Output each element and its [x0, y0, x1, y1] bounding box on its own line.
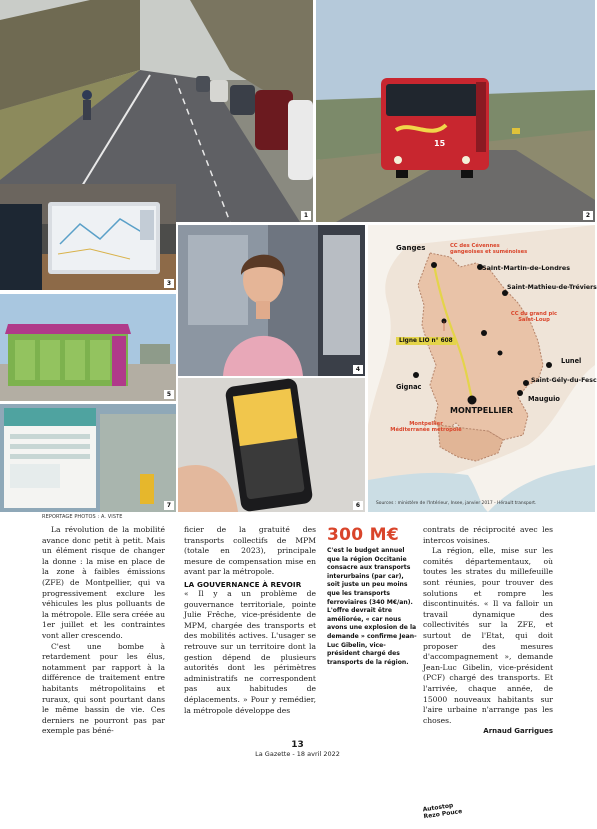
map-sources: Sources : ministère de l'Intérieur, Insee, janvier 2017 - Hérault transport. [376, 501, 537, 506]
area-pic-saint-loup-label: CC du grand pic Saint-Loup [510, 311, 558, 324]
photo-red-bus [316, 0, 595, 222]
article-paragraph: La révolution de la mobilité avance donc petit à petit. Mais un élément risque de changer la donne : la mise en place de la zone à faibles émissions (ZFE) de Montpellier, qui va progressivement exclure les véhicules les plus polluants de la métropole. Elle sera créée au 1er juillet et les contraintes vont aller crescendo. [42, 525, 165, 640]
article-paragraph: C'est une bombe à retardement pour les élus, notamment par rapport à la différence de traitement entre habitants métropolitains et ruraux, qui sont pourtant dans le même bassin de vie. Ces derniers ne pourront pas par exemple pas béné- [42, 641, 165, 736]
bus-number: 15 [434, 139, 446, 148]
photo-number: 6 [353, 501, 363, 510]
photo-laptop [0, 184, 176, 290]
area-metropole-label: Montpellier Méditerranée métropole [390, 421, 462, 434]
town-saint-gely: Saint-Gély-du-Fesc [531, 377, 597, 384]
phone-screen-text: Autostop Rezo Pouce [422, 802, 463, 821]
publication-info: La Gazette - 18 avril 2022 [255, 750, 340, 758]
article-column-4 [423, 525, 553, 735]
photo-number: 1 [301, 211, 311, 220]
photo-number: 2 [583, 211, 593, 220]
photo-number: 7 [164, 501, 174, 510]
town-gignac: Gignac [396, 383, 422, 391]
photo-number: 4 [353, 365, 363, 374]
page-number: 13 [291, 740, 304, 750]
article-paragraph: contrats de réciprocité avec les intercos voisines. [423, 525, 553, 545]
article-column-1 [42, 525, 165, 737]
photo-credit: REPORTAGE PHOTOS : A. VISTE [42, 514, 123, 520]
town-mauguio: Mauguio [528, 395, 560, 403]
photo-portrait [178, 225, 365, 376]
town-montpellier: MONTPELLIER [450, 406, 514, 415]
author-signature: Arnaud Garrigues [483, 727, 553, 736]
photo-bike-shelter [0, 294, 176, 401]
article-paragraph: ficier de la gratuité des transports collectifs de MPM (totale en 2023), principale mesure de compensation mise en avant par la métropole. [184, 525, 316, 577]
town-lunel: Lunel [561, 357, 582, 365]
fact-box [327, 526, 417, 667]
photo-number: 5 [164, 390, 174, 399]
fact-text: C'est le budget annuel que la région Occitanie consacre aux transports interurbains (par car), soit juste un peu moins que les transports ferroviaires (340 M€/an). L'offre devrait être améliorée, « car nous avons une explosion de la demande » confirme Jean-Luc Gibelin, vice-président chargé des transports de la région. [327, 547, 417, 666]
town-ganges: Ganges [396, 244, 426, 252]
map-panel [368, 225, 595, 512]
area-cevennes-label: CC des Cévennes gangeoises et suménoises [450, 243, 528, 256]
line-lio-label: Ligne LiO n° 608 [396, 337, 456, 345]
article-column-2 [184, 525, 316, 716]
article-paragraph: « Il y a un problème de gouvernance territoriale, pointe Julie Frêche, vice-présidente de MPM, chargée des transports et des mobilités actives. L'usager se retrouve sur un territoire dont la gestion dépend de plusieurs autorités dont les périmètres administratifs ne correspondent pas aux habitudes de déplacements. » Pour y remédier, la métropole développe des [184, 588, 316, 715]
town-saint-mathieu: Saint-Mathieu-de-Tréviers [507, 284, 597, 291]
sign-title: Mode d'emploi [8, 814, 66, 822]
sign-subtitle: Pétrole [58, 823, 79, 829]
article-paragraph: La région, elle, mise sur les comités départementaux, où toutes les strates du millefeuille sont réunies, pour trouver des solutions et rompre les discontinuités. « Il va falloir un travail dynamique des collectivités sur la ZFE, et surtout de l'Etat, qui doit proposer des mesures d'accompagnement », demande Jean-Luc Gibelin, vice-président (PCF) chargé des transports. Et l'arrivée, chaque année, de 15000 nouveaux habitants sur l'aire urbaine n'arrange pas les choses. [423, 546, 553, 725]
fact-figure: 300 M€ [327, 525, 399, 545]
town-saint-martin: Saint-Martin-de-Londres [482, 264, 571, 272]
section-subhead: LA GOUVERNANCE À REVOIR [184, 579, 302, 589]
photo-number: 3 [164, 279, 174, 288]
page-footer [0, 740, 595, 759]
